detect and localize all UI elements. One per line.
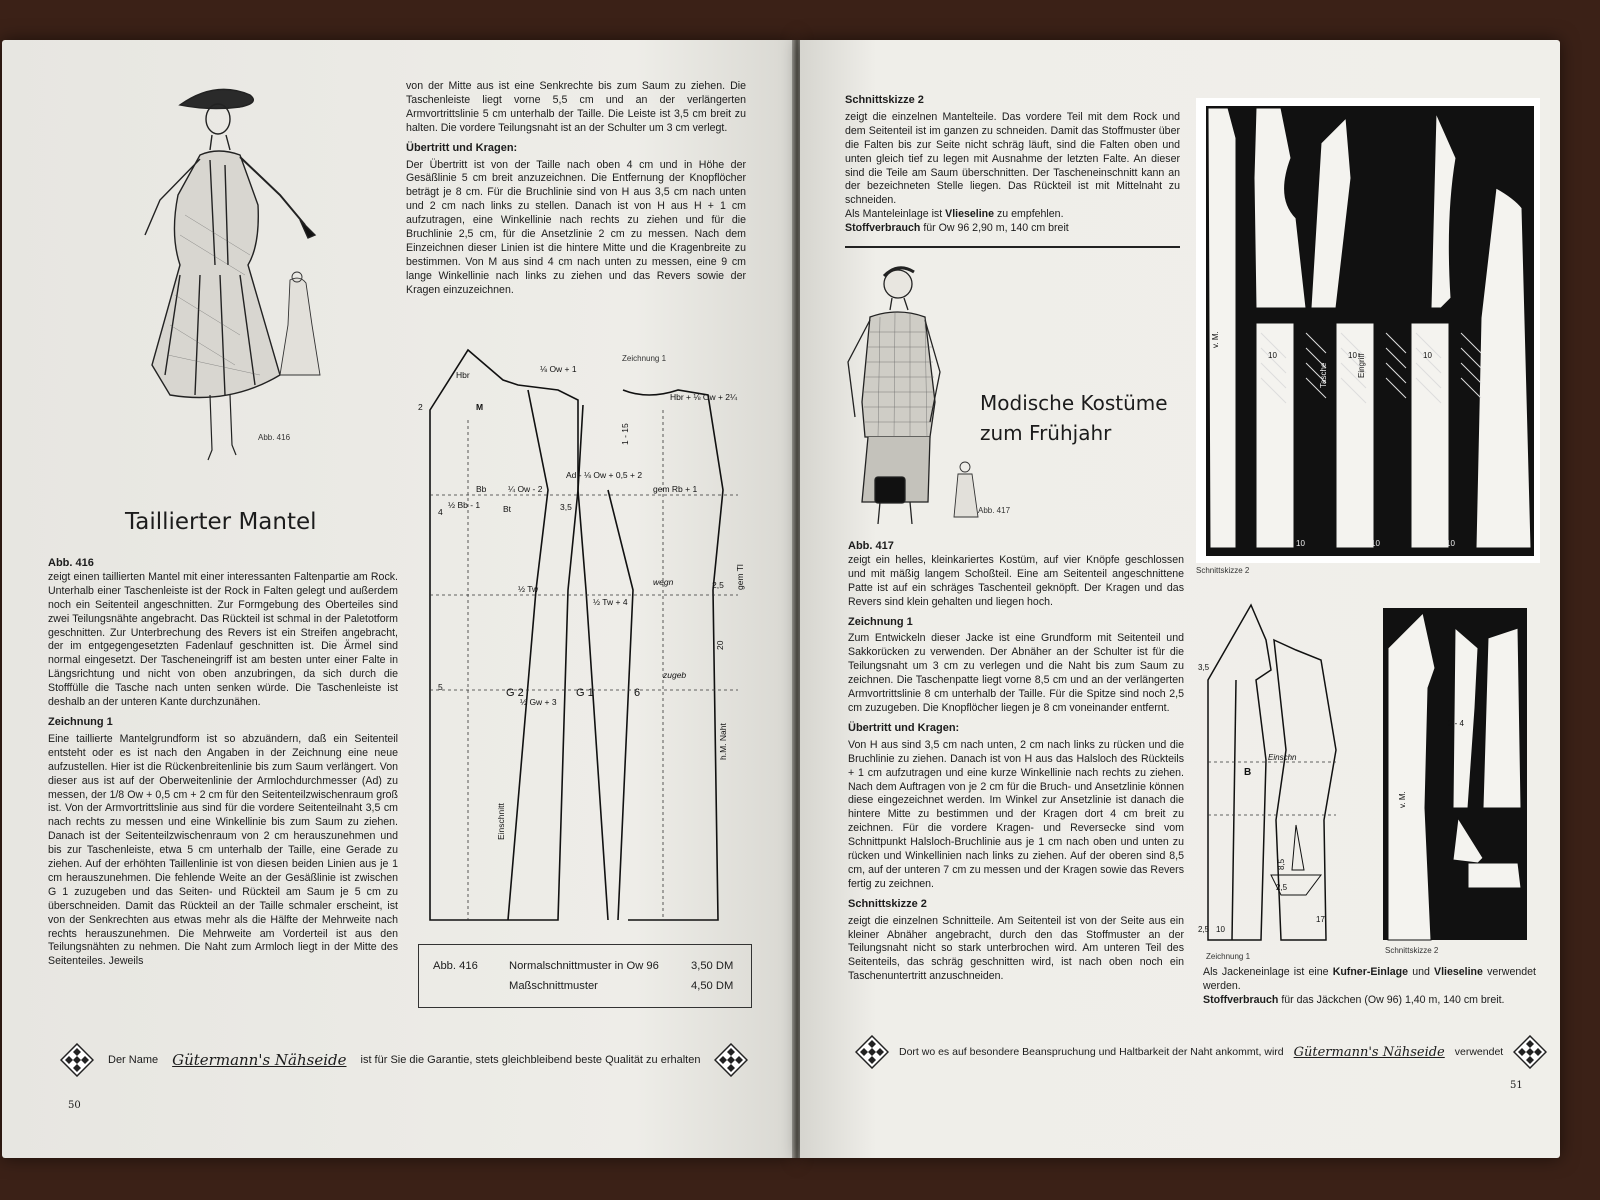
sk-bottom-34: 3 - 4 xyxy=(1448,719,1465,728)
label-einschnitt: Einschnitt xyxy=(496,803,506,840)
right-title xyxy=(980,388,1168,448)
z1-85: 8,5 xyxy=(1277,858,1286,870)
footer-right-suffix: verwendet xyxy=(1454,1046,1504,1058)
stoff2-label: Stoffverbrauch xyxy=(1203,993,1279,1006)
pattern-drawing-jacket xyxy=(1196,600,1356,950)
drawing-caption-left: Zeichnung 1 xyxy=(622,354,667,363)
sk-top-10-b: 10 xyxy=(1348,351,1357,360)
right-uebertritt-text: Von H aus sind 3,5 cm nach unten, 2 cm nach links zu rücken und die Bruchlinie zu ziehen. Danach ist von H aus das Halsloch des Rückteils + 1 cm aufzutragen und eine kurze Winkellinie nach rechts zu ziehen. Nach dem Auftragen von je 2 cm für die Bruch- und Ansetzlinie können diese eingezeichnet werden. Im Winkel zur Ansetzlinie ist danach die hintere Mitte zu bestimmen und der Kragen dort 4 cm breit zu zeichnen. Für die vordere Kragen- und Reversecke sind vom Schnittpunkt Halsloch-Bruchlinie aus je 1 cm nach oben und unten zu rücken und Winkellinien nach links zu ziehen. Auf der oberen sind 8,5 cm, auf der unteren 7 cm zu messen und der Kragen sowie das Revers fertig zu zeichnen. xyxy=(848,738,1184,890)
price-row-2-price: 4,50 DM xyxy=(691,980,734,992)
label-n20: 20 xyxy=(715,640,725,650)
footer-right-prefix: Dort wo es auf besondere Beanspruchung und Haltbarkeit der Naht ankommt, wird xyxy=(899,1046,1284,1058)
right-schnittskizze2-text: zeigt die einzelnen Schnitteile. Am Seitenteil ist von der Seite aus ein kleiner Abnäher angebracht, durch den das Stoffmuster an der Teilungsnaht nicht so stark unterbrochen wird. Am unteren Teil des Seitenteils, das schräg geschnitten wird, ist nach oben noch ein Taschenuntertritt anzuschneiden. xyxy=(848,914,1184,983)
label-tw-two: ½ Tw xyxy=(518,584,539,594)
sk-bottom-vm: v. M. xyxy=(1398,791,1407,808)
price-box-label: Abb. 416 xyxy=(433,960,478,972)
footer-left-suffix: ist für Sie die Garantie, stets gleichbleibend beste Qualität zu erhalten xyxy=(360,1054,701,1066)
jackeneinlage-prefix: Als Jackeneinlage ist eine xyxy=(1203,966,1329,978)
label-gw: ½ Gw + 3 xyxy=(520,697,557,707)
jackeneinlage-brand-1: Kufner-Einlage xyxy=(1332,966,1409,978)
left-column-2 xyxy=(406,80,746,302)
uebertritt-heading: Übertritt und Kragen: xyxy=(406,141,518,154)
sk-top-10-d: 10 xyxy=(1296,539,1305,548)
page-number-right: 51 xyxy=(1510,1080,1523,1091)
label-g1: G 1 xyxy=(576,687,594,699)
fig-416-caption: Abb. 416 xyxy=(258,433,291,442)
footer-left xyxy=(60,1043,748,1077)
checkered-diamond-icon xyxy=(714,1043,748,1077)
manteleinlage-suffix: zu empfehlen. xyxy=(996,208,1064,221)
price-box xyxy=(418,944,752,1008)
footer-left-prefix: Der Name xyxy=(108,1054,159,1066)
label-hbr: Hbr xyxy=(456,370,470,380)
fig-417-caption: Abb. 417 xyxy=(978,506,1011,515)
label-n5: 5 xyxy=(438,682,443,692)
abb-417-label: Abb. 417 xyxy=(848,540,894,552)
label-wegn: wegn xyxy=(653,577,674,587)
label-m: M xyxy=(476,402,484,412)
zeichnung-heading: Zeichnung 1 xyxy=(48,715,113,728)
sk-top-tasche: Tasche xyxy=(1319,362,1328,388)
z1-25b: 2,5 xyxy=(1276,883,1288,892)
left-title: Taillierter Mantel xyxy=(125,509,317,535)
zeichnung-text: Eine taillierte Mantelgrundform ist so abzuändern, daß ein Seitenteil entsteht oder es ist nach den Angaben in der Zeichnung eine neue aufzustellen. Hier ist die Rückenbreitenlinie bis zum Saum verlängert. Von dieser aus ist auf der Oberweitenlinie der Armlochdurchmesser (Ad) zu messen, der 1/8 Ow + 0,5 cm + 2 cm für den Seitenteilzwischenraum groß ist. Von der Armvortrittslinie aus sind für die vordere Seitenteilnaht 3,5 cm nach rechts zu messen und eine Winkellinie bis zum Saum zu ziehen. Danach ist der Seitenteilzwischenraum von 2 cm herauszunehmen und bis zur Taschenleiste, etwa 5 cm unterhalb der Taille, eine Gerade zu ziehen. Auf der erhöhten Taillenlinie ist von diesen beiden Linien aus je 1 cm herauszunehmen. Die fehlende Weite an der Gesäßlinie ist zwischen G 1 zuzugeben und das Seiten- und Rückteil am Saum je 5 cm zu überschneiden. Damit das Rückteil an der Taille schmaler erscheint, ist von der Senkrechten aus etwas mehr als die Hälfte der Mehrweite nach rechts herauszunehmen. Die Mehrweite am Vorderteil ist aus den Teilungsnähten zu nehmen. Die Naht zum Armloch liegt in der Mitte des Seitenteiles. Jeweils xyxy=(48,732,398,968)
right-top-text xyxy=(845,94,1180,236)
label-tw-four: ½ Tw + 4 xyxy=(593,597,628,607)
sk-top-eingriff: Eingriff xyxy=(1357,353,1366,378)
label-bt: Bt xyxy=(503,504,512,514)
schnittskizze-heading: Schnittskizze 2 xyxy=(845,94,924,106)
pattern-sketch-jacket xyxy=(1383,608,1527,948)
sk2-caption-bottom: Schnittskizze 2 xyxy=(1385,946,1439,955)
suit-illustration xyxy=(840,262,990,532)
left-column-1 xyxy=(48,557,398,973)
z1-einschn: Einschn xyxy=(1268,753,1297,762)
label-ow-two: ¼ Ow - 2 xyxy=(508,484,543,494)
right-title-line-2: zum Frühjahr xyxy=(980,421,1112,445)
pattern-sketch-coat xyxy=(1196,98,1540,563)
stoff1-text: für Ow 96 2,90 m, 140 cm breit xyxy=(923,222,1069,235)
stoff1-label: Stoffverbrauch xyxy=(845,222,921,235)
sk-top-10-c: 10 xyxy=(1423,351,1432,360)
pattern-drawing-left xyxy=(408,330,753,930)
divider xyxy=(845,246,1180,248)
label-gem-rb: gem Rb + 1 xyxy=(653,484,698,494)
stoff2-text: für das Jäckchen (Ow 96) 1,40 m, 140 cm breit. xyxy=(1281,993,1505,1006)
z1-b: B xyxy=(1244,767,1252,778)
label-n35: 3,5 xyxy=(560,502,572,512)
label-zugeb: zugeb xyxy=(663,670,687,680)
page-number-left: 50 xyxy=(68,1100,81,1111)
abb-417-text: zeigt ein helles, kleinkariertes Kostüm, auf vier Knöpfe geschlossen und mit mäßig langem Schoßteil. Eine am Seitenteil angeschnittene Patte ist auf ein schräges Taschenteil geknöpft. Der Kragen und das Revers sind klein gehalten und liegen hoch. xyxy=(848,553,1184,608)
z1-17: 17 xyxy=(1316,915,1325,924)
stoff2-line xyxy=(1203,994,1536,1008)
label-hbr-top: Hbr + ⅛ Ow + 2¼ xyxy=(670,392,738,402)
checkered-diamond-icon xyxy=(1513,1035,1547,1069)
footer-right-brand: Gütermann's Nähseide xyxy=(1293,1044,1445,1060)
label-bb: Bb xyxy=(476,484,487,494)
label-n2: 2 xyxy=(418,402,423,412)
price-row-1-name: Normalschnittmuster in Ow 96 xyxy=(509,960,659,972)
uebertritt-text: Der Übertritt ist von der Taille nach oben 4 cm und in Höhe der Gesäßlinie 5 cm breit anzuzeichnen. Die Entfernung der Knopflöcher beträgt je 8 cm. Für die Bruchlinie sind von H aus 3,5 cm nach unten und 2 cm nach links zu stellen. Danach ist von H aus H + 1 cm aufzutragen, eine Winkellinie nach rechts zu ziehen und für die Bruchlinie 2,5 cm, für die Ansetzlinie 2 cm zu messen. Nach dem Einzeichnen dieser Linien ist die hintere Mitte und die Kragenbreite zu bestimmen. Von M aus sind 4 cm nach unten zu messen, eine 9 cm lange Winkellinie nach links zu ziehen und das Revers sowie der Kragen einzuzeichnen. xyxy=(406,158,746,296)
label-ow-top: ⅛ Ow + 1 xyxy=(540,364,577,374)
jackeneinlage-und: und xyxy=(1412,966,1430,978)
sk-top-vm: v. M. xyxy=(1211,331,1220,348)
z1-35: 3,5 xyxy=(1198,663,1210,672)
z1-10: 10 xyxy=(1216,925,1225,934)
price-row-2-name: Maßschnittmuster xyxy=(509,980,598,992)
z1-caption: Zeichnung 1 xyxy=(1206,952,1251,961)
right-column-1 xyxy=(848,540,1184,988)
right-zeichnung-text: Zum Entwickeln dieser Jacke ist eine Grundform mit Seitenteil und Sakkorücken zu verwenden. Der Abnäher an der Schulter ist für die Teilungsnaht um 3 cm zu verlegen und die Naht bis zum Saum zu zeichnen. Die Taschenpatte liegt vorne 8,5 cm und an der verlängerten Armvortrittslinie 8 cm unterhalb der Taille. Für die Spitze sind noch 2,5 cm zuzugeben. Die Knopflöcher liegen je 8 cm voneinander entfernt. xyxy=(848,632,1184,714)
price-row-1-price: 3,50 DM xyxy=(691,960,734,972)
right-zeichnung-heading: Zeichnung 1 xyxy=(848,615,913,628)
right-title-line-1: Modische Kostüme xyxy=(980,391,1168,415)
right-column-2-bottom xyxy=(1203,966,1536,1008)
schnittskizze-text: zeigt die einzelnen Mantelteile. Das vordere Teil mit dem Rock und dem Seitenteil ist im ganzen zu schneiden. Damit das Stoffmuster über die Falten bis zur Seite nicht schräg läuft, sind die Falten oben und unten gleich tief zu legen mit Ausnahme der letzten Falte. An dieser sind die Teile am Saum überschnitten. Der Tascheneinschnitt kann an der bezeichneten Stelle liegen. Das Rückteil ist mit Mittelnaht zu schneiden. xyxy=(845,110,1180,207)
col2-text: von der Mitte aus ist eine Senkrechte bis zum Saum zu ziehen. Die Taschenleiste liegt vorne 5,5 cm und an der verlängerten Armvortrittslinie 5 cm unterhalb der Taille. Die Leiste ist 3,5 cm breit zu halten. Die vordere Teilungsnaht ist an der Schulter um 3 cm verlegt. xyxy=(406,80,746,134)
checkered-diamond-icon xyxy=(60,1043,94,1077)
label-g2: G 2 xyxy=(506,687,524,699)
jackeneinlage-line xyxy=(1203,966,1536,994)
label-n25: 2,5 xyxy=(712,580,724,590)
sk-top-10-a: 10 xyxy=(1268,351,1277,360)
abb-416-text: zeigt einen taillierten Mantel mit einer interessanten Faltenpartie am Rock. Unterhalb einer Taschenleiste ist der Rock in Falten gelegt und außerdem noch ein Seitenteil angeschnitten. Zur Formgebung des Oberteiles sind zwei Teilungsnähte angebracht. Das Rückteil ist schmal in der Paletotform geschnitten. Zur Unterbrechung des Revers ist ein Streifen angebracht, der im entgegengesetzten Fadenlauf geschnitten ist. Die Ärmel sind normal eingesetzt. Der Tascheneingriff ist am besten unter einer Falte in Längsrichtung und nicht von oben anzubringen, da sich durch die Stofffülle die Tasche nach unten senken würde. Die Taschenleiste ist deshalb an der unteren Kante durchzunähen. xyxy=(48,570,398,709)
right-schnittskizze2-heading: Schnittskizze 2 xyxy=(848,897,927,910)
label-gem-tl: gem Tl xyxy=(735,564,745,590)
sk-top-10-e: 10 xyxy=(1371,539,1380,548)
manteleinlage-prefix: Als Manteleinlage ist xyxy=(845,208,943,221)
label-bb-half: ½ Bb - 1 xyxy=(448,500,481,510)
manteleinlage-brand: Vlieseline xyxy=(945,208,995,221)
sk2-caption-top: Schnittskizze 2 xyxy=(1196,566,1250,575)
right-uebertritt-heading: Übertritt und Kragen: xyxy=(848,721,960,734)
sk-top-10-f: 10 xyxy=(1446,539,1455,548)
manteleinlage-line xyxy=(845,208,1180,222)
label-hm-naht: h.M. Naht xyxy=(718,723,728,760)
label-n4: 4 xyxy=(438,507,443,517)
label-ad: Ad - ⅛ Ow + 0,5 + 2 xyxy=(566,470,643,480)
stoff1-line xyxy=(845,222,1180,236)
jackeneinlage-brand-2: Vlieseline xyxy=(1434,966,1483,978)
jackeneinlage-suffix: verwendet werden. xyxy=(1203,966,1536,992)
footer-right xyxy=(855,1035,1547,1069)
footer-left-brand: Gütermann's Nähseide xyxy=(172,1051,347,1069)
z1-25: 2,5 xyxy=(1198,925,1210,934)
label-n115: 1 - 15 xyxy=(620,423,630,445)
label-six: 6 xyxy=(634,687,641,699)
abb-416-label: Abb. 416 xyxy=(48,557,94,569)
checkered-diamond-icon xyxy=(855,1035,889,1069)
